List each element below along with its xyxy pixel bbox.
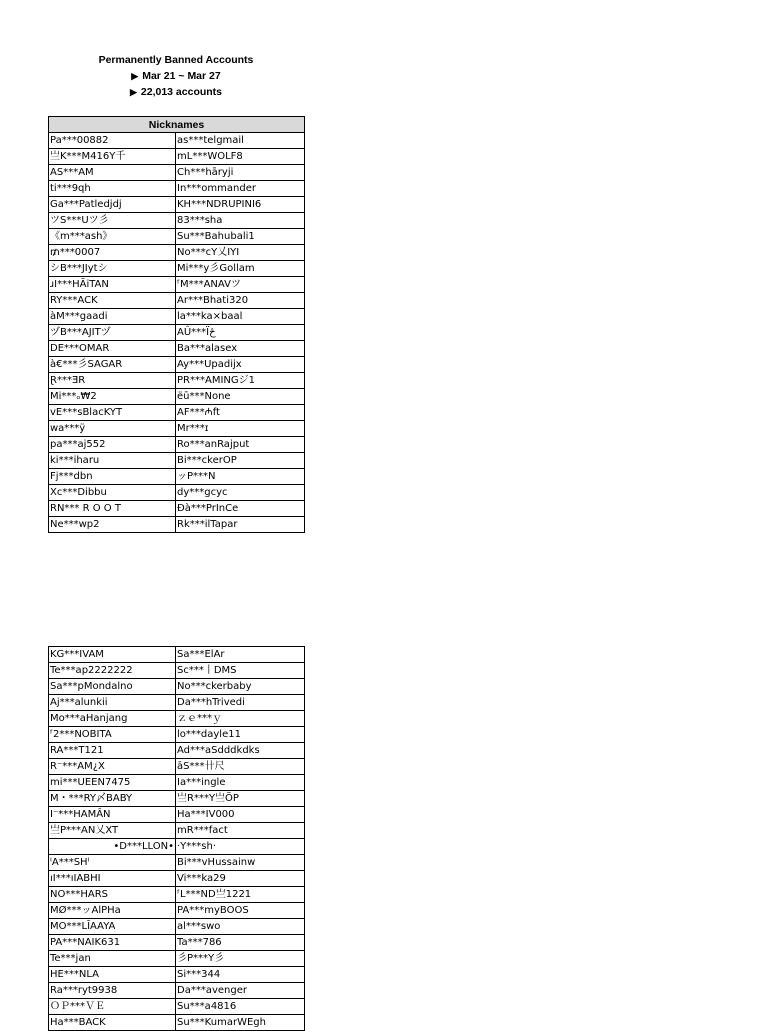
table-row [49,791,305,807]
nickname-cell-left: Ra***ryt9938 [49,983,176,999]
nickname-cell-right: āS***卄尺 [176,759,305,775]
nickname-cell-left: Te***ap2222222 [49,663,176,679]
nickname-cell-right: Ar***Bhati320 [176,293,305,309]
triangle-bullet-icon: ▶ [131,71,139,81]
date-range-line [48,68,304,84]
table-row [49,197,305,213]
nickname-cell-left: 《m***ash》 [49,229,176,245]
nickname-cell-right: mL***WOLF8 [176,149,305,165]
nickname-cell-right: Su***KumarWEgh [176,1015,305,1031]
nickname-cell-left: ıI***ıIABHI [49,871,176,887]
table-row [49,245,305,261]
table-row [49,485,305,501]
nickname-cell-left: 亗P***AN乂XT [49,823,176,839]
table-body [49,647,305,1031]
table-row [49,839,305,855]
nickname-cell-left: Te***jan [49,951,176,967]
table-row [49,887,305,903]
nickname-cell-right: AÛ***Ïځ [176,325,305,341]
nickname-cell-right: ᶠM***ANAVツ [176,277,305,293]
table-row [49,807,305,823]
table-row [49,277,305,293]
nickname-cell-right: Mr***ɪ [176,421,305,437]
table-row [49,341,305,357]
nickname-cell-left: ヅB***AJITヅ [49,325,176,341]
table-row [49,903,305,919]
nickname-cell-left: ti***9qh [49,181,176,197]
nickname-cell-left: DE***OMAR [49,341,176,357]
nickname-cell-left: Ha***BACK [49,1015,176,1031]
table-row [49,823,305,839]
nickname-cell-right: Rk***ilTapar [176,517,305,533]
nickname-cell-left: Aj***alunkii [49,695,176,711]
table-row [49,133,305,149]
nickname-cell-right: Bi***ckerOP [176,453,305,469]
nickname-cell-right: lo***dayle11 [176,727,305,743]
nickname-cell-left: à€***彡SAGAR [49,357,176,373]
table-row [49,759,305,775]
table-row [49,855,305,871]
nickname-cell-left: àM***gaadi [49,309,176,325]
nickname-cell-left: Sa***pMondalno [49,679,176,695]
nickname-cell-right: Đà***PrInCe [176,501,305,517]
table-row [49,919,305,935]
nickname-cell-right: 彡P***Y彡 [176,951,305,967]
nickname-cell-right: Ay***Upadijx [176,357,305,373]
nickname-cell-right: Su***a4816 [176,999,305,1015]
nickname-cell-right: Ad***aSdddkdks [176,743,305,759]
nickname-cell-right: ｚｅ***ｙ [176,711,305,727]
table-row [49,679,305,695]
table-row [49,983,305,999]
nickname-cell-left: •D***LLON• [49,839,176,855]
table-row [49,517,305,533]
nickname-cell-left: Xc***Dibbu [49,485,176,501]
nickname-cell-right: Sc***丨DMS [176,663,305,679]
nickname-cell-left: KG***IVAM [49,647,176,663]
nickname-cell-right: Ba***alasex [176,341,305,357]
table-body [49,133,305,533]
nickname-cell-right: mR***fact [176,823,305,839]
table-row [49,951,305,967]
nicknames-column-header: Nicknames [49,117,305,133]
nickname-cell-left: MO***LĪAAYA [49,919,176,935]
table-row [49,165,305,181]
nickname-cell-left: ᶠ2***NOBITA [49,727,176,743]
nickname-cell-left: RN*** R O O T [49,501,176,517]
table-row [49,663,305,679]
nicknames-table-1 [48,116,305,533]
nickname-cell-left: ＯＰ***ＶＥ [49,999,176,1015]
triangle-bullet-icon: ▶ [129,87,137,97]
date-range: Mar 21 ~ Mar 27 [142,70,221,82]
nickname-cell-right: Vi***ka29 [176,871,305,887]
nickname-cell-right: Sa***ElAr [176,647,305,663]
nickname-cell-left: M・***RY〆BABY [49,791,176,807]
nickname-cell-left: I⁻***HAMÂN [49,807,176,823]
nickname-cell-left: Mi***ₒ₩2 [49,389,176,405]
nickname-cell-right: as***telgmail [176,133,305,149]
nickname-cell-left: Ɽ***ƎR [49,373,176,389]
table-row [49,999,305,1015]
table-row [49,309,305,325]
table-row [49,775,305,791]
nickname-cell-right: Da***hTrivedi [176,695,305,711]
table-row [49,181,305,197]
nickname-cell-right: AF***₼ft [176,405,305,421]
nickname-cell-right: No***ckerbaby [176,679,305,695]
table-row [49,213,305,229]
nickname-cell-left: Pa***00882 [49,133,176,149]
table-row [49,469,305,485]
table-row [49,293,305,309]
report-header [48,52,304,100]
report-title: Permanently Banned Accounts [98,54,254,66]
nickname-cell-right: Ta***786 [176,935,305,951]
table-row [49,421,305,437]
nickname-cell-left: PA***NAIK631 [49,935,176,951]
nickname-cell-right: No***cY乂IYI [176,245,305,261]
table-row [49,727,305,743]
nickname-cell-right: In***ommander [176,181,305,197]
nickname-cell-right: KH***NDRUPINI6 [176,197,305,213]
nickname-cell-left: RA***T121 [49,743,176,759]
nickname-cell-left: シB***JIytシ [49,261,176,277]
table-row [49,261,305,277]
nickname-cell-left: HE***NLA [49,967,176,983]
nickname-cell-left: RY***ACK [49,293,176,309]
nickname-cell-left: Fj***dbn [49,469,176,485]
nickname-cell-left: MØ***ッAlPHa [49,903,176,919]
nickname-cell-right: Ro***anRajput [176,437,305,453]
nickname-cell-right: 亗R***Y亗ÖP [176,791,305,807]
nickname-cell-right: ᶠL***ND亗1221 [176,887,305,903]
nickname-cell-right: ·Y***sh· [176,839,305,855]
nickname-cell-right: Da***avenger [176,983,305,999]
nickname-cell-left: R⁻***AM¿X [49,759,176,775]
table-row [49,453,305,469]
nickname-cell-right: Ia***ingle [176,775,305,791]
account-count-line [48,84,304,100]
table-row [49,501,305,517]
nickname-cell-right: 83***sha [176,213,305,229]
table-row [49,229,305,245]
nickname-cell-right: Su***Bahubali1 [176,229,305,245]
nickname-cell-left: ₥***0007 [49,245,176,261]
table-row [49,935,305,951]
table-row [49,647,305,663]
table-row [49,437,305,453]
nickname-cell-left: AS***AM [49,165,176,181]
nickname-cell-right: Bi***vHussainw [176,855,305,871]
table-row [49,743,305,759]
nickname-cell-left: ɹI***HĀiTAN [49,277,176,293]
table-row [49,967,305,983]
table-row [49,357,305,373]
nickname-cell-right: Ch***hāryji [176,165,305,181]
nickname-cell-left: wa***ÿ [49,421,176,437]
nickname-cell-right: Mi***y彡Gollam [176,261,305,277]
nickname-cell-right: ッP***N [176,469,305,485]
nickname-cell-right: ëū***None [176,389,305,405]
nickname-cell-left: vE***sBlacKYT [49,405,176,421]
account-count: 22,013 accounts [140,86,223,98]
table-row [49,695,305,711]
nickname-cell-right: la***ka×baal [176,309,305,325]
nicknames-table-2 [48,646,305,1031]
nickname-cell-right: PA***myBOOS [176,903,305,919]
nickname-cell-right: dy***gcyc [176,485,305,501]
table-row [49,325,305,341]
table-row [49,1015,305,1031]
nickname-cell-left: pa***aj552 [49,437,176,453]
nickname-cell-left: ᴵA***SHᴵ [49,855,176,871]
table-row [49,871,305,887]
table-row [49,711,305,727]
table-row [49,405,305,421]
table-header-row [49,117,305,133]
nickname-cell-right: Si***344 [176,967,305,983]
nickname-cell-left: Ga***Patledjdj [49,197,176,213]
nickname-cell-right: PR***AMINGジ1 [176,373,305,389]
nickname-cell-left: ツS***Uツ彡 [49,213,176,229]
nickname-cell-left: Ne***wp2 [49,517,176,533]
table-row [49,389,305,405]
nickname-cell-left: NO***HARS [49,887,176,903]
nickname-cell-left: 亗K***M416Y千 [49,149,176,165]
nickname-cell-left: mi***UEEN7475 [49,775,176,791]
nickname-cell-right: al***swo [176,919,305,935]
table-row [49,373,305,389]
nickname-cell-left: ki***iharu [49,453,176,469]
nickname-cell-left: Mo***aHanjang [49,711,176,727]
table-row [49,149,305,165]
nickname-cell-right: Ha***IV000 [176,807,305,823]
